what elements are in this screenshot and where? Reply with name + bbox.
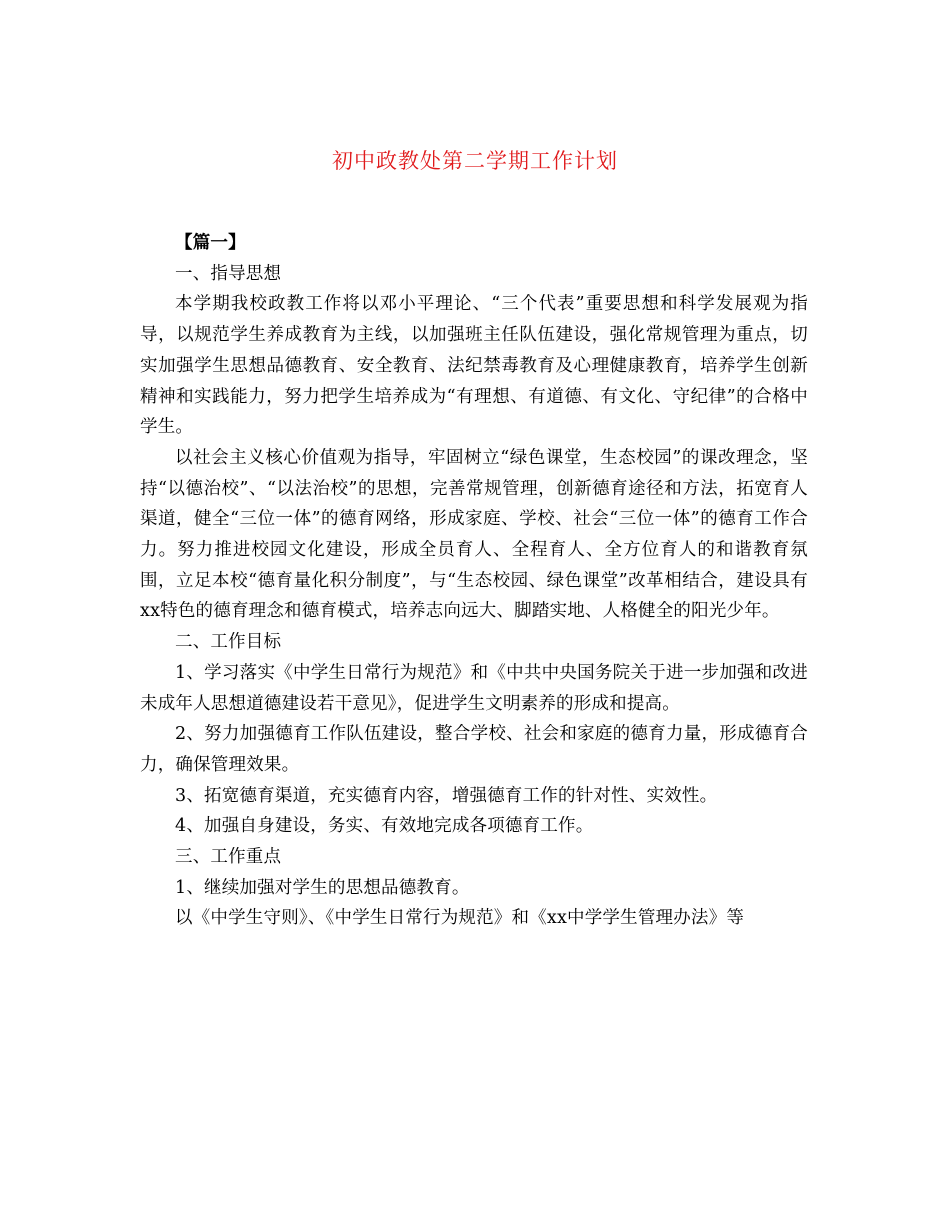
heading-work-focus: 三、工作重点 (175, 847, 282, 868)
paragraph-guiding-ideology-1: 本学期我校政教工作将以邓小平理论、“三个代表”重要思想和科学发展观为指导，以规范学生养成教育为主线，以加强班主任队伍建设，强化常规管理为重点，切实加强学生思想品德教育、安全教育、法纪禁毒教育及心理健康教育，培养学生创新精神和实践能力，努力把学生培养成为“有理想、有道德、有文化、守纪律”的合格中学生。 (140, 294, 808, 438)
part-label: 【篇一】 (175, 233, 246, 253)
paragraph-guiding-ideology-2: 以社会主义核心价值观为指导，牢固树立“绿色课堂，生态校园”的课改理念，坚持“以德治校”、“以法治校”的思想，完善常规管理，创新德育途径和方法，拓宽育人渠道，健全“三位一体”的德育网络，形成家庭、学校、社会“三位一体”的德育工作合力。努力推进校园文化建设，形成全员育人、全程育人、全方位育人的和谐教育氛围，立足本校“德育量化积分制度”，与“生态校园、绿色课堂”改革相结合，建设具有xx特色的德育理念和德育模式，培养志向远大、脚踏实地、人格健全的阳光少年。 (140, 447, 808, 622)
goal-item-3: 3、拓宽德育渠道，充实德育内容，增强德育工作的针对性、实效性。 (175, 785, 718, 806)
document-body (140, 228, 808, 934)
goal-item-1: 1、学习落实《中学生日常行为规范》和《中共中央国务院关于进一步加强和改进未成年人思想道德建设若干意见》，促进学生文明素养的形成和提高。 (140, 662, 808, 714)
focus-item-1: 1、继续加强对学生的思想品德教育。 (175, 877, 470, 898)
focus-paragraph-1: 以《中学生守则》、《中学生日常行为规范》和《xx中学学生管理办法》等 (175, 908, 745, 929)
goal-item-4: 4、加强自身建设，务实、有效地完成各项德育工作。 (175, 816, 594, 837)
document-title: 初中政教处第二学期工作计划 (332, 149, 618, 173)
goal-item-2: 2、努力加强德育工作队伍建设，整合学校、社会和家庭的德育力量，形成德育合力，确保管理效果。 (140, 724, 808, 775)
heading-guiding-ideology: 一、指导思想 (175, 263, 282, 284)
heading-work-goals: 二、工作目标 (175, 632, 282, 653)
